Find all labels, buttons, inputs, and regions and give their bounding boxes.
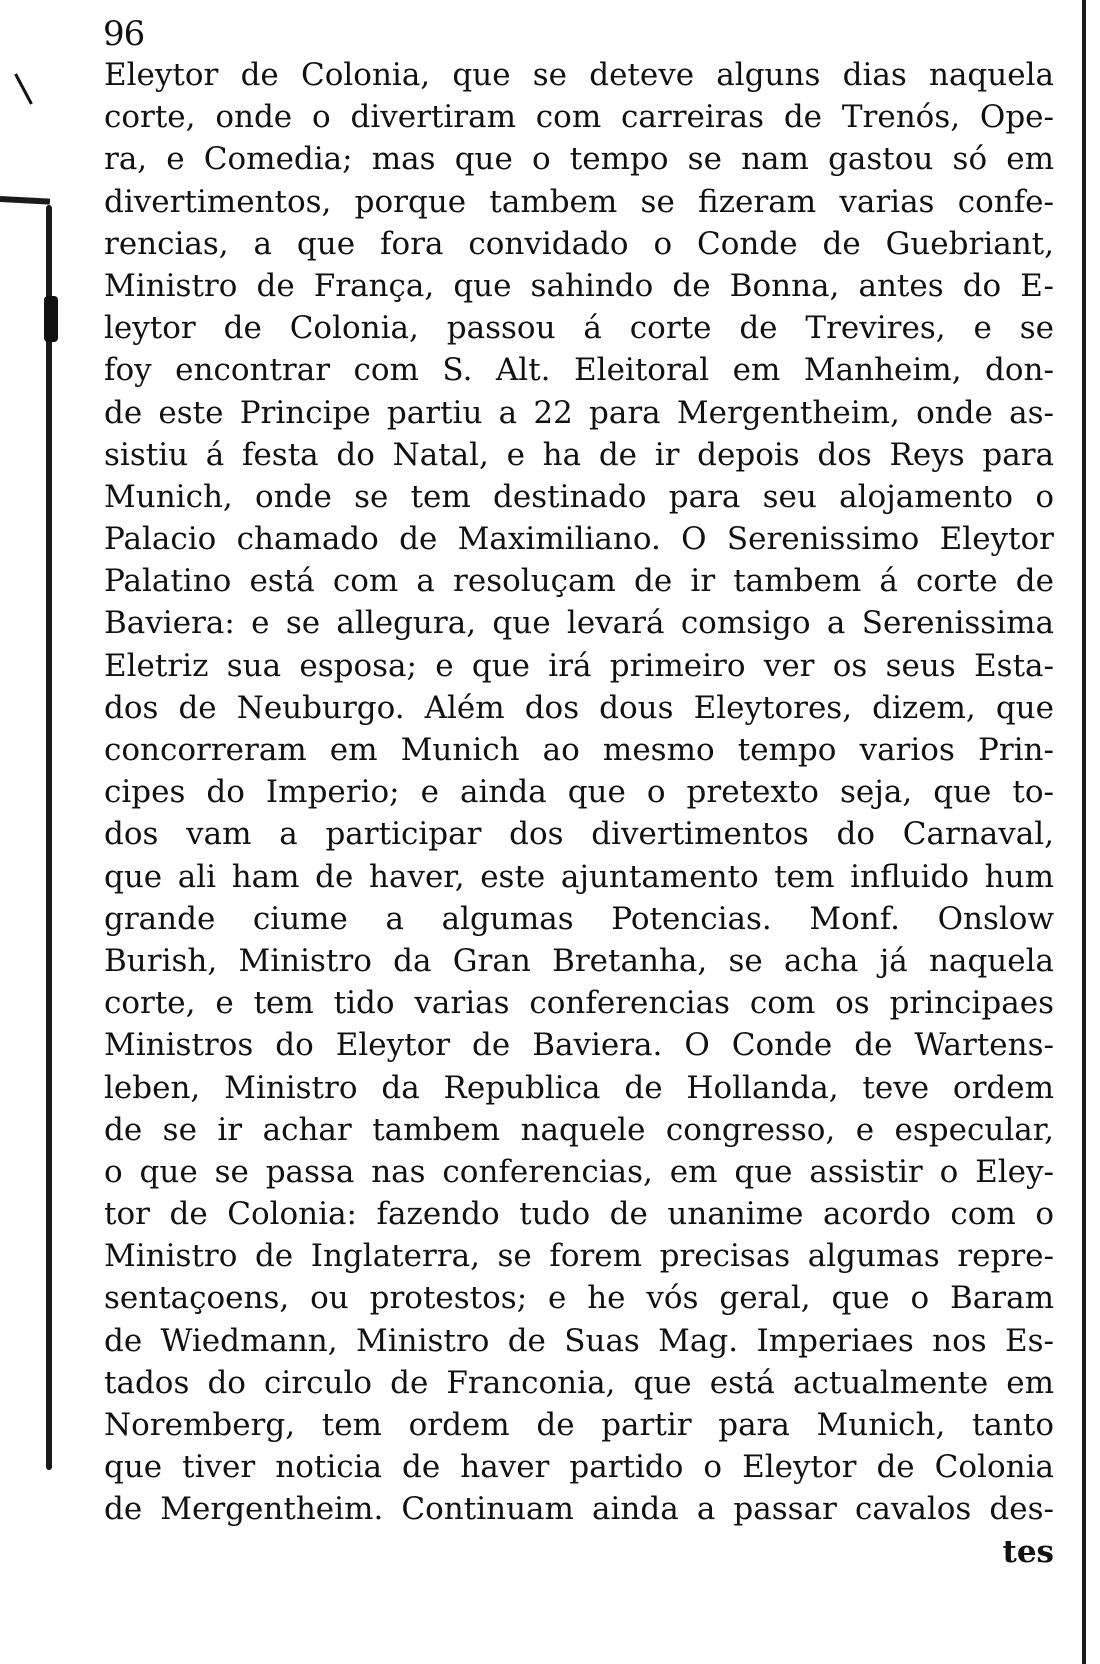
text-line: Eleytor de Colonia, que se deteve alguns dias naquela <box>104 57 1054 93</box>
text-line: dos de Neuburgo. Além dos dous Eleytores, dizem, que <box>104 689 1054 726</box>
text-line: dos vam a participar dos divertimentos do Carnaval, <box>104 816 1054 853</box>
text-line: Palacio chamado de Maximiliano. O Serenissimo Eleytor <box>104 521 1054 558</box>
scan-mark <box>14 73 33 104</box>
scan-edge-left-top <box>0 196 50 205</box>
scan-edge-right <box>1082 0 1086 1664</box>
text-line: que ali ham de haver, este ajuntamento tem influido hum <box>104 858 1054 895</box>
page-number: 96 <box>103 14 145 54</box>
text-line: Ministro de França, que sahindo de Bonna, antes do E- <box>104 267 1054 304</box>
text-line: tor de Colonia: fazendo tudo de unanime acordo com o <box>104 1196 1054 1233</box>
text-line: sentaçoens, ou protestos; e he vós geral, que o Baram <box>104 1280 1054 1317</box>
scan-edge-left <box>46 205 52 1470</box>
text-line: Burish, Ministro da Gran Bretanha, se acha já naquela <box>104 942 1054 979</box>
text-line: o que se passa nas conferencias, em que assistir o Eley- <box>104 1153 1054 1190</box>
text-line: cipes do Imperio; e ainda que o pretexto seja, que to- <box>104 774 1054 811</box>
text-line: de Mergentheim. Continuam ainda a passar cavalos des- <box>104 1491 1054 1528</box>
text-line: sistiu á festa do Natal, e ha de ir depois dos Reys para <box>104 436 1054 473</box>
text-line: Baviera: e se allegura, que levará comsigo a Serenissima <box>104 605 1054 642</box>
text-line: foy encontrar com S. Alt. Eleitoral em Manheim, don- <box>104 352 1054 389</box>
text-line: Palatino está com a resoluçam de ir tambem á corte de <box>104 563 1054 600</box>
catchword: tes <box>1002 1533 1054 1570</box>
text-line: leben, Ministro da Republica de Hollanda, teve ordem <box>104 1069 1054 1106</box>
text-line: de este Principe partiu a 22 para Mergentheim, onde as- <box>104 394 1054 431</box>
scan-ink-blot <box>44 296 58 342</box>
text-line: tados do circulo de Franconia, que está actualmente em <box>104 1364 1054 1401</box>
text-line: que tiver noticia de haver partido o Eleytor de Colonia <box>104 1449 1054 1486</box>
text-line: Eletriz sua esposa; e que irá primeiro ver os seus Esta- <box>104 647 1054 684</box>
text-line: Ministro de Inglaterra, se forem precisas algumas repre- <box>104 1238 1054 1275</box>
text-line: leytor de Colonia, passou á corte de Trevires, e se <box>104 310 1054 347</box>
text-line: rencias, a que fora convidado o Conde de Guebriant, <box>104 225 1054 262</box>
text-line: de Wiedmann, Ministro de Suas Mag. Imperiaes nos Es- <box>104 1322 1054 1359</box>
text-line: corte, e tem tido varias conferencias com os principaes <box>104 985 1054 1022</box>
text-line: ra, e Comedia; mas que o tempo se nam gastou só em <box>104 141 1054 178</box>
text-line: Noremberg, tem ordem de partir para Munich, tanto <box>104 1407 1054 1443</box>
text-line: divertimentos, porque tambem se fizeram varias confe- <box>104 183 1054 220</box>
text-line: corte, onde o divertiram com carreiras de Trenós, Ope- <box>104 99 1054 136</box>
text-line: de se ir achar tambem naquele congresso, e especular, <box>104 1111 1054 1148</box>
text-line: Munich, onde se tem destinado para seu alojamento o <box>104 478 1054 515</box>
text-line: grande ciume a algumas Potencias. Monf. Onslow <box>104 900 1054 937</box>
text-line: Ministros do Eleytor de Baviera. O Conde de Wartens- <box>104 1027 1054 1064</box>
body-text <box>104 54 1054 1573</box>
text-line: concorreram em Munich ao mesmo tempo varios Prin- <box>104 732 1054 768</box>
